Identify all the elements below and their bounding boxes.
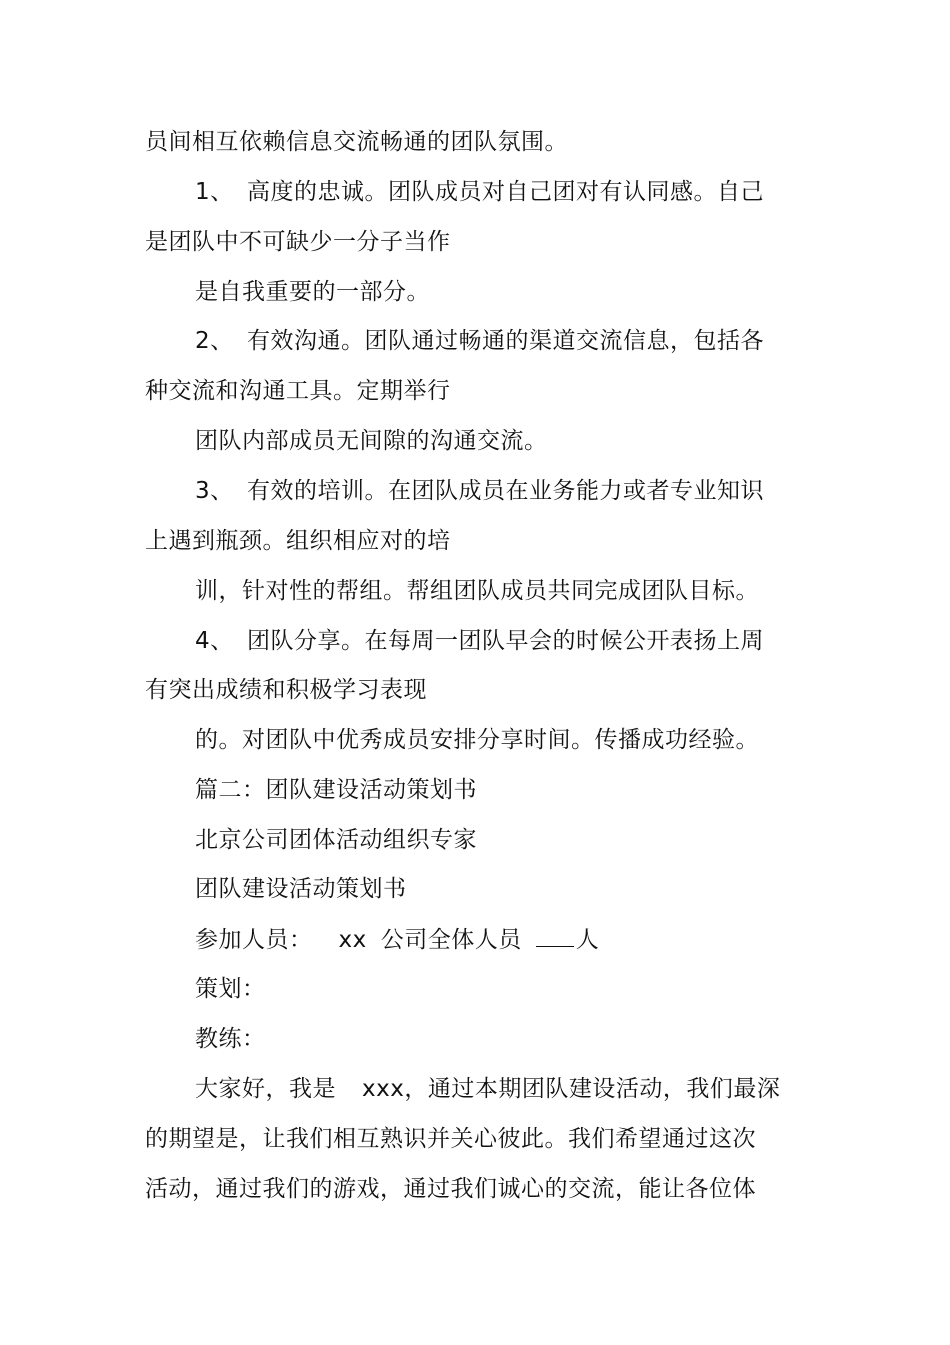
document-title: 团队建设活动策划书 [195, 876, 407, 902]
list-item-1 [195, 177, 764, 207]
participants-unit: 人 [575, 927, 600, 953]
list-item-text: 有效的培训。在团队成员在业务能力或者专业知识 [247, 478, 764, 504]
text-line: 上遇到瓶颈。组织相应对的培 [145, 528, 451, 554]
company-line: 北京公司团体活动组织专家 [195, 827, 477, 853]
section-heading: 篇二：团队建设活动策划书 [195, 777, 477, 803]
text-line: 是团队中不可缺少一分子当作 [145, 229, 451, 255]
text-line: 员间相互依赖信息交流畅通的团队氛围。 [145, 129, 568, 155]
participants-label: 参加人员： [195, 927, 313, 953]
blank-underline [536, 924, 574, 947]
text-line: 是自我重要的一部分。 [195, 279, 430, 305]
participants-text: 公司全体人员 [380, 927, 522, 953]
list-number: 3、 [195, 478, 234, 504]
list-item-text: 高度的忠诚。团队成员对自己团对有认同感。自己 [247, 179, 764, 205]
text-line: 有突出成绩和积极学习表现 [145, 677, 427, 703]
list-number: 1、 [195, 179, 234, 205]
speaker-name: xxx [362, 1076, 405, 1102]
list-number: 4、 [195, 628, 234, 654]
coach-label: 教练： [195, 1026, 266, 1052]
text-line: 种交流和沟通工具。定期举行 [145, 378, 451, 404]
list-item-text: 团队分享。在每周一团队早会的时候公开表扬上周 [247, 628, 764, 654]
list-item-2 [195, 326, 764, 356]
participants-company: xx [338, 927, 367, 953]
list-item-3 [195, 476, 764, 506]
list-item-text: 有效沟通。团队通过畅通的渠道交流信息，包括各 [247, 328, 764, 354]
list-number: 2、 [195, 328, 234, 354]
text-line: 训，针对性的帮组。帮组团队成员共同完成团队目标。 [195, 578, 759, 604]
text-line: 的。对团队中优秀成员安排分享时间。传播成功经验。 [195, 727, 759, 753]
text-line: 团队内部成员无间隙的沟通交流。 [195, 428, 548, 454]
paragraph-line: 大家好，我是 xxx，通过本期团队建设活动，我们最深 [195, 1076, 781, 1102]
planner-label: 策划： [195, 976, 266, 1002]
participants-line [195, 924, 599, 955]
text-line: 活动，通过我们的游戏，通过我们诚心的交流，能让各位体 [145, 1176, 756, 1202]
text-line: 的期望是，让我们相互熟识并关心彼此。我们希望通过这次 [145, 1126, 756, 1152]
list-item-4 [195, 626, 764, 656]
